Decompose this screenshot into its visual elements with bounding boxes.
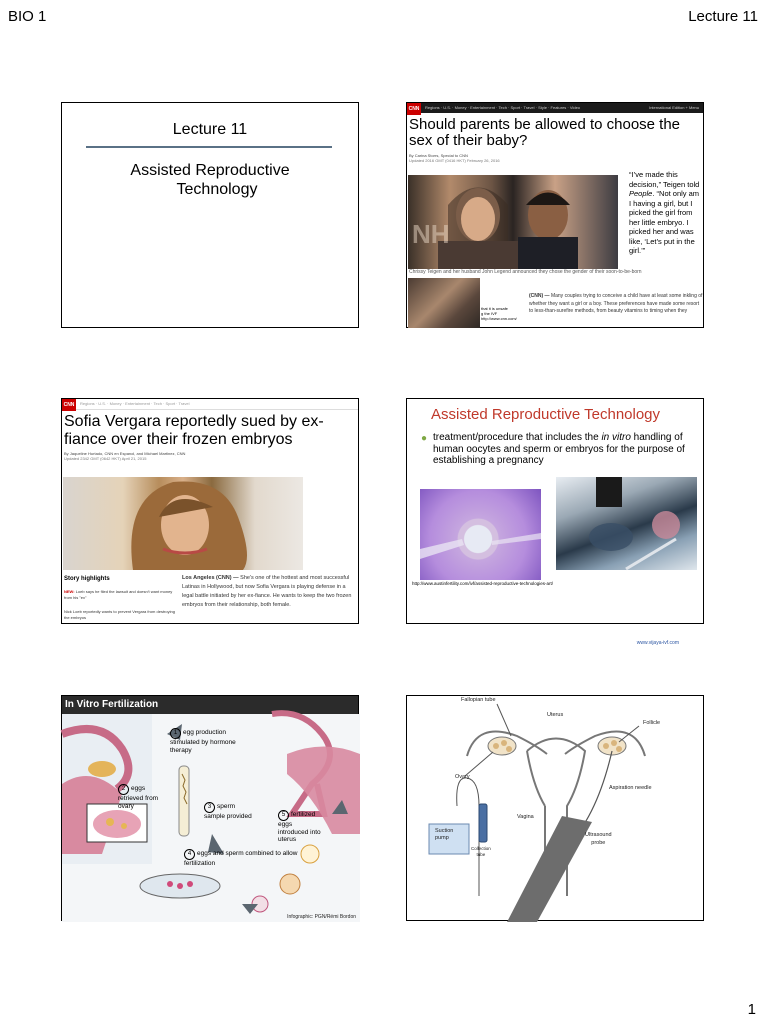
slide-cnn-sex-selection — [406, 102, 704, 328]
retrieval-anatomy-drawing — [407, 696, 705, 922]
teigen-quote — [629, 170, 703, 256]
vergara-photo — [63, 477, 303, 570]
quote-text: . “Not only am I having a girl, but I picked the girl from her little embryo. I picked her and was like, ‘Let’s put in the girl.’” — [629, 189, 700, 255]
body-text: She's one of the hottest and most successful Latinas in Hollywood, but now Sofia Vergara is playing defense in a legal battle initiated by her ex-fiance. He wants to keep the two frozen embryos from their relationship, both female. — [182, 575, 352, 608]
bullet-emphasis: in vitro — [601, 432, 631, 443]
step-number: 5 — [278, 810, 289, 821]
label-vagina: Vagina — [517, 814, 534, 820]
label-line: Collection — [471, 846, 491, 851]
ivf-step-1 — [170, 728, 240, 754]
new-badge: NEW: — [64, 589, 75, 594]
highlight-text: Loeb says he filed the lawsuit and doesn't want money from his "ex" — [64, 589, 173, 600]
article-body — [529, 293, 703, 316]
highlight-item — [64, 589, 176, 601]
slide1-subtitle — [62, 161, 358, 199]
step-text: egg production stimulated by hormone therapy — [170, 729, 236, 754]
article-byline: By Jaqueline Hurtado, CNN en Espanol, and Michael Martinez, CNN — [64, 451, 186, 456]
infographic-title: In Vitro Fertilization — [62, 696, 358, 714]
photo-backdrop-letters: NH — [412, 219, 450, 249]
label-line: pump — [435, 835, 449, 841]
video-thumbnail — [408, 278, 480, 328]
cnn-nav-links: Regions · U.S. · Money · Entertainment · Tech · Sport · Travel · Style · Features · Video — [425, 105, 581, 110]
ivf-step-4 — [184, 849, 304, 868]
step-number: 2 — [118, 784, 129, 795]
bullet-dot-icon: ● — [421, 433, 428, 444]
page-number: 1 — [747, 1001, 756, 1018]
label-collection-tube — [471, 846, 491, 858]
slide-ivf-infographic — [61, 695, 359, 921]
icsi-microscope-image — [420, 489, 541, 580]
image-credit: www.vijaya-ivf.com — [636, 640, 679, 646]
dateline: Los Angeles (CNN) — — [182, 575, 239, 581]
subtitle-line: Technology — [176, 181, 258, 198]
cnn-nav-right: International Edition + Menu — [649, 105, 699, 110]
label-suction-pump — [435, 828, 453, 842]
cnn-nav-bar — [407, 103, 703, 113]
slide1-title: Lecture 11 — [172, 121, 248, 138]
cnn-nav-bar — [62, 399, 358, 410]
lab-dish-shapes — [556, 477, 697, 570]
quote-text: “I’ve made this decision,” Teigen told — [629, 170, 700, 189]
ivf-step-3 — [204, 802, 254, 821]
slide-egg-retrieval-diagram — [406, 695, 704, 921]
pipette-shapes — [420, 489, 541, 580]
label-ovary: Ovary — [455, 774, 470, 780]
article-date: Updated 2342 GMT (0642 HKT) April 21, 2015 — [64, 456, 147, 461]
step-text: eggs and sperm combined to allow fertilization — [184, 850, 298, 867]
highlight-item: Nick Loeb reportedly wants to prevent Vergara from destroying the embryos — [64, 609, 175, 620]
label-follicle: Follicle — [643, 720, 661, 726]
step-number: 3 — [204, 802, 215, 813]
source-link[interactable]: http://www.austinfertility.com/ivf/assisted-reproductive-technologies-art/ — [412, 581, 553, 586]
header-lecture: Lecture 11 — [688, 8, 758, 25]
thumbnail-caption — [481, 306, 517, 321]
vergara-photo-shapes — [63, 477, 303, 570]
article-headline: Sofia Vergara reportedly sued by ex-fiance over their frozen embryos — [64, 413, 324, 448]
label-fallopian-tube: Fallopian tube — [461, 697, 496, 703]
dateline: (CNN) — — [529, 293, 550, 299]
bullet-text: handling of human oocytes and sperm or embryos for the purpose of establishing a pregnancy — [433, 432, 685, 466]
thumb-line: g the IVF — [481, 311, 498, 316]
label-aspiration-needle: Aspiration needle — [609, 785, 652, 791]
infographic-credit: Infographic: PGN/Rémi Bordon — [287, 914, 356, 920]
cnn-nav-links: Regions · U.S. · Money · Entertainment · Tech · Sport · Travel — [80, 401, 190, 406]
slide1-divider — [86, 146, 332, 148]
cnn-logo: CNN — [407, 103, 421, 115]
lab-dish-image — [556, 477, 697, 646]
step-text: eggs retrieved from ovary — [118, 785, 159, 810]
couple-photo — [408, 175, 618, 269]
article-byline: By Carina Storrs, Special to CNN — [409, 153, 468, 158]
article-date: Updated 2016 GMT (0416 HKT) February 26, 2016 — [409, 158, 500, 163]
subtitle-line: Assisted Reproductive — [130, 162, 290, 179]
slide-art-definition — [406, 398, 704, 646]
article-headline: Should parents be allowed to choose the sex of their baby? — [409, 116, 681, 149]
ivf-illustration — [62, 714, 360, 922]
label-uterus: Uterus — [547, 712, 564, 718]
photo-caption: Chrissy Teigen and her husband John Legend announced they chose the gender of their soon-to-be-born — [409, 269, 642, 275]
slide4-title: Assisted Reproductive Technology — [431, 406, 661, 423]
thumb-link: http://www.cnn.com/ — [481, 316, 517, 321]
thumb-line: that it is unsafe — [481, 306, 508, 311]
label-line: Ultrasound — [585, 832, 612, 838]
ivf-step-5 — [278, 810, 324, 844]
article-body — [182, 574, 358, 610]
step-number: 1 — [170, 728, 181, 739]
bullet-text: treatment/procedure that includes the — [433, 432, 602, 443]
quote-magazine: People — [629, 189, 653, 198]
label-line: Suction — [435, 828, 454, 834]
cnn-logo: CNN — [62, 399, 76, 411]
step-text: fertilized eggs introduced into uterus — [278, 811, 321, 843]
step-text: sperm sample provided — [204, 803, 252, 820]
label-line: probe — [591, 840, 606, 846]
label-line: tube — [476, 852, 486, 857]
ivf-step-2 — [118, 784, 170, 810]
slide-title — [61, 102, 359, 328]
label-ultrasound-probe — [585, 831, 612, 847]
story-highlights-title: Story highlights — [64, 576, 110, 582]
definition-bullet — [421, 432, 693, 467]
header-course: BIO 1 — [8, 8, 47, 25]
step-number: 4 — [184, 849, 195, 860]
body-text: Many couples trying to conceive a child have at least some inkling of whether they want a girl or a boy. These preferences have made some resort to less-than-surefire methods, from beauty vitamins to timing when they — [529, 293, 703, 314]
slide-cnn-vergara — [61, 398, 359, 624]
